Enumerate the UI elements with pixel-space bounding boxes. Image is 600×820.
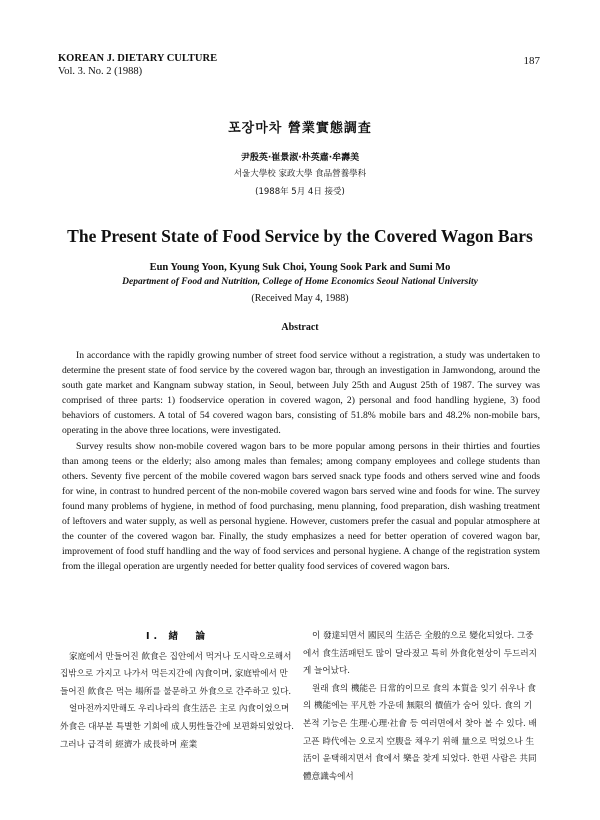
journal-volume: Vol. 3. No. 2 (1988) xyxy=(58,66,143,77)
korean-authors: 尹殷英·崔景淑·朴英肅·牟壽美 xyxy=(240,153,360,163)
body-column-right xyxy=(303,628,538,786)
abstract-body xyxy=(62,348,540,574)
abstract-heading: Abstract xyxy=(281,322,319,333)
journal-header xyxy=(58,52,217,78)
body-paragraph: 원래 食의 機能은 日常的이므로 食의 本質을 잊기 쉬우나 食의 機能에는 平凡한 가운데 無限의 價值가 숨어 있다. 食의 기본적 기능은 生理·心理·社會 등 여러면에서 찾아 볼 수 있다. 배고픈 時代에는 오로지 空腹을 채우기 위해 量으로 먹었으나 生活이 윤택해지면서 食에서 樂을 찾게 되었다. 한편 사람은 共同體意識속에서 xyxy=(303,683,537,782)
body-paragraph: 家庭에서 만들어진 飮食은 집안에서 먹거나 도시락으로해서 집밖으로 가지고 나가서 먹든지간에 內食이며, 家庭밖에서 만들어진 飮食은 먹는 場所를 불문하고 外食으로 간주하고 있다. xyxy=(60,651,292,697)
body-paragraph: 이 發達되면서 國民의 生活은 全般的으로 變化되었다. 그중에서 食生活패턴도 많이 달라졌고 특히 外食化현상이 두드러지게 늘어났다. xyxy=(303,631,537,677)
english-affiliation: Department of Food and Nutrition, College of Home Economics Seoul National University xyxy=(122,277,478,287)
korean-title: 포장마차 營業實態調査 xyxy=(228,121,372,136)
english-received-date: (Received May 4, 1988) xyxy=(251,293,349,304)
korean-affiliation: 서울大學校 家政大學 食品營養學科 xyxy=(233,169,367,179)
english-authors: Eun Young Yoon, Kyung Suk Choi, Young Sook Park and Sumi Mo xyxy=(149,262,451,273)
abstract-paragraph: In accordance with the rapidly growing number of street food service without a registration, a study was undertaken to determine the present state of food service by the covered wagon bar, through an investigation in Jamwondong, around the south gate market and Kangnam subway station, in Seoul, between July 25th and August 25th of 1987. The survey was comprised of three parts: 1) foodservice operation in covered wagon, 2) personal and food handling hygiene, 3) food behaviors of customers. A total of 54 covered wagon bars, consisting of 51.8% mobile bars and 48.2% non-mobile bars, operating in the above three locations, were investigated. xyxy=(62,350,540,437)
body-column-left xyxy=(60,628,295,754)
journal-name: KOREAN J. DIETARY CULTURE xyxy=(58,53,218,64)
body-paragraph: 얼마전까지만해도 우리나라의 食生活은 主로 內食이었으며 外食은 대부분 특별한 기회에 成人男性들간에 보편화되었었다. 그러나 급격히 經濟가 成長하며 産業 xyxy=(60,704,294,750)
section-heading: I. 緖 論 xyxy=(146,631,209,642)
page-number: 187 xyxy=(523,55,540,67)
english-title: The Present State of Food Service by the Covered Wagon Bars xyxy=(67,226,533,246)
korean-received-date: (1988年 5月 4日 接受) xyxy=(255,187,345,197)
abstract-paragraph: Survey results show non-mobile covered wagon bars to be more popular among persons in their thirties and fourties than among teens or the elderly; also among males than females; among company employees and college students than others. Seventy five percent of the mobile covered wagon bars served snack type foods and others served wine and foods for wine, in contrast to hundred percent of the non-mobile covered wagon bars served wine and foods for wine. The survey found many problems of hygiene, in method of food purchasing, menu planning, food preparation, dish washing treatment of leftovers and water supply, as well as personal hygiene. However, customers prefer the casual and popular atmosphere at the counter of the covered wagon bar. Finally, the study emphasizes a need for better operation of covered wagon bar, improvement of food stuff handling and the way of food services and personal hygiene. A change of the registration system from the illegal operation are urgently needed for better quality food services of covered wagon bars. xyxy=(62,440,540,573)
